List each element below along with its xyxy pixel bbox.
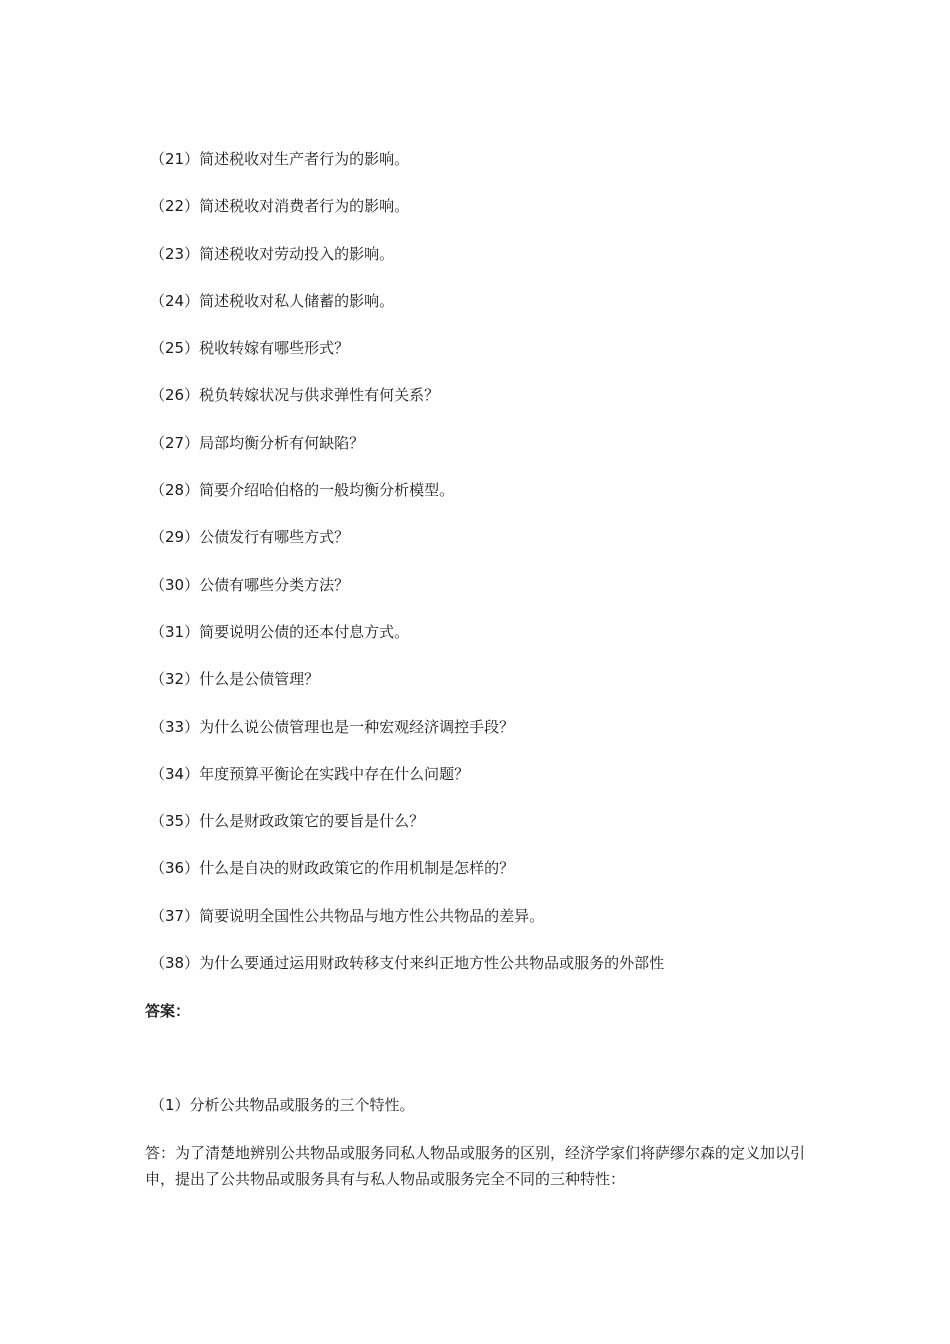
question-item: （35）什么是财政政策它的要旨是什么？ xyxy=(150,812,425,831)
question-item: （34）年度预算平衡论在实践中存在什么问题？ xyxy=(150,764,470,783)
answer-question: （1）分析公共物品或服务的三个特性。 xyxy=(150,1096,415,1114)
question-item: （23）简述税收对劳动投入的影响。 xyxy=(150,244,395,263)
question-item: （38）为什么要通过运用财政转移支付来纠正地方性公共物品或服务的外部性 xyxy=(150,954,665,973)
question-item: （36）什么是自决的财政政策它的作用机制是怎样的？ xyxy=(150,859,515,878)
question-item: （37）简要说明全国性公共物品与地方性公共物品的差异。 xyxy=(150,906,545,925)
question-item: （21）简述税收对生产者行为的影响。 xyxy=(150,150,410,168)
question-item: （28）简要介绍哈伯格的一般均衡分析模型。 xyxy=(150,481,455,500)
question-item: （22）简述税收对消费者行为的影响。 xyxy=(150,197,410,216)
answer-heading: 答案： xyxy=(145,1002,191,1020)
question-item: （31）简要说明公债的还本付息方式。 xyxy=(150,622,410,641)
question-item: （32）什么是公债管理？ xyxy=(150,670,320,689)
question-item: （25）税收转嫁有哪些形式？ xyxy=(150,339,350,358)
question-item: （30）公债有哪些分类方法？ xyxy=(150,575,350,594)
answer-paragraph: 答：为了清楚地辨别公共物品或服务同私人物品或服务的区别，经济学家们将萨缪尔森的定义加以引申，提出了公共物品或服务具有与私人物品或服务完全不同的三种特性： xyxy=(145,1144,806,1188)
question-item: （29）公债发行有哪些方式？ xyxy=(150,528,350,547)
question-item: （33）为什么说公债管理也是一种宏观经济调控手段？ xyxy=(150,717,515,736)
question-item: （27）局部均衡分析有何缺陷？ xyxy=(150,433,365,452)
question-item: （26）税负转嫁状况与供求弹性有何关系？ xyxy=(150,386,440,405)
question-list xyxy=(150,148,850,999)
question-item: （24）简述税收对私人储蓄的影响。 xyxy=(150,291,395,310)
